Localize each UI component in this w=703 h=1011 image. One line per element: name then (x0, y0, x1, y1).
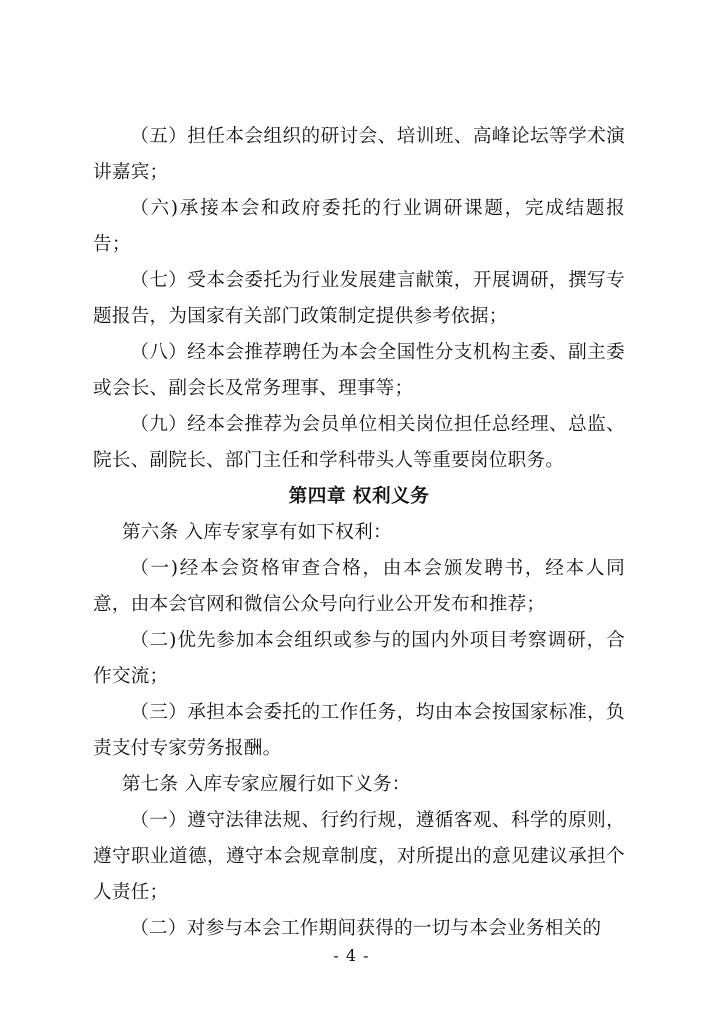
page-number: - 4 - (333, 946, 370, 965)
document-body (93, 119, 625, 947)
paragraph-item-9: （九）经本会推荐为会员单位相关岗位担任总经理、总监、院长、副院长、部门主任和学科带头人等重要岗位职务。 (93, 414, 625, 471)
paragraph-item-5: （五）担任本会组织的研讨会、培训班、高峰论坛等学术演讲嘉宾； (93, 126, 625, 183)
article-6-item-3: （三）承担本会委托的工作任务，均由本会按国家标准，负责支付专家劳务报酬。 (93, 702, 625, 759)
article-7-title: 第七条 入库专家应履行如下义务： (121, 774, 411, 795)
article-6-item-1: （一)经本会资格审查合格，由本会颁发聘书，经本人同意，由本会官网和微信公众号向行业公开发布和推荐； (93, 558, 625, 615)
article-6-title: 第六条 入库专家享有如下权利： (121, 522, 392, 543)
article-6-item-2: （二)优先参加本会组织或参与的国内外项目考察调研，合作交流； (93, 630, 625, 687)
article-7-item-1: （一）遵守法律法规、行约行规，遵循客观、科学的原则，遵守职业道德，遵守本会规章制度，对所提出的意见建议承担个人责任； (93, 810, 625, 903)
paragraph-item-6: （六)承接本会和政府委托的行业调研课题，完成结题报告； (93, 198, 625, 255)
article-7-item-2: （二）对参与本会工作期间获得的一切与本会业务相关的 (130, 918, 602, 939)
paragraph-item-7: （七）受本会委托为行业发展建言献策，开展调研，撰写专题报告，为国家有关部门政策制定提供参考依据； (93, 270, 625, 327)
chapter-heading: 第四章 权利义务 (288, 486, 430, 507)
paragraph-item-8: （八）经本会推荐聘任为本会全国性分支机构主委、副主委或会长、副会长及常务理事、理事等； (93, 342, 625, 399)
